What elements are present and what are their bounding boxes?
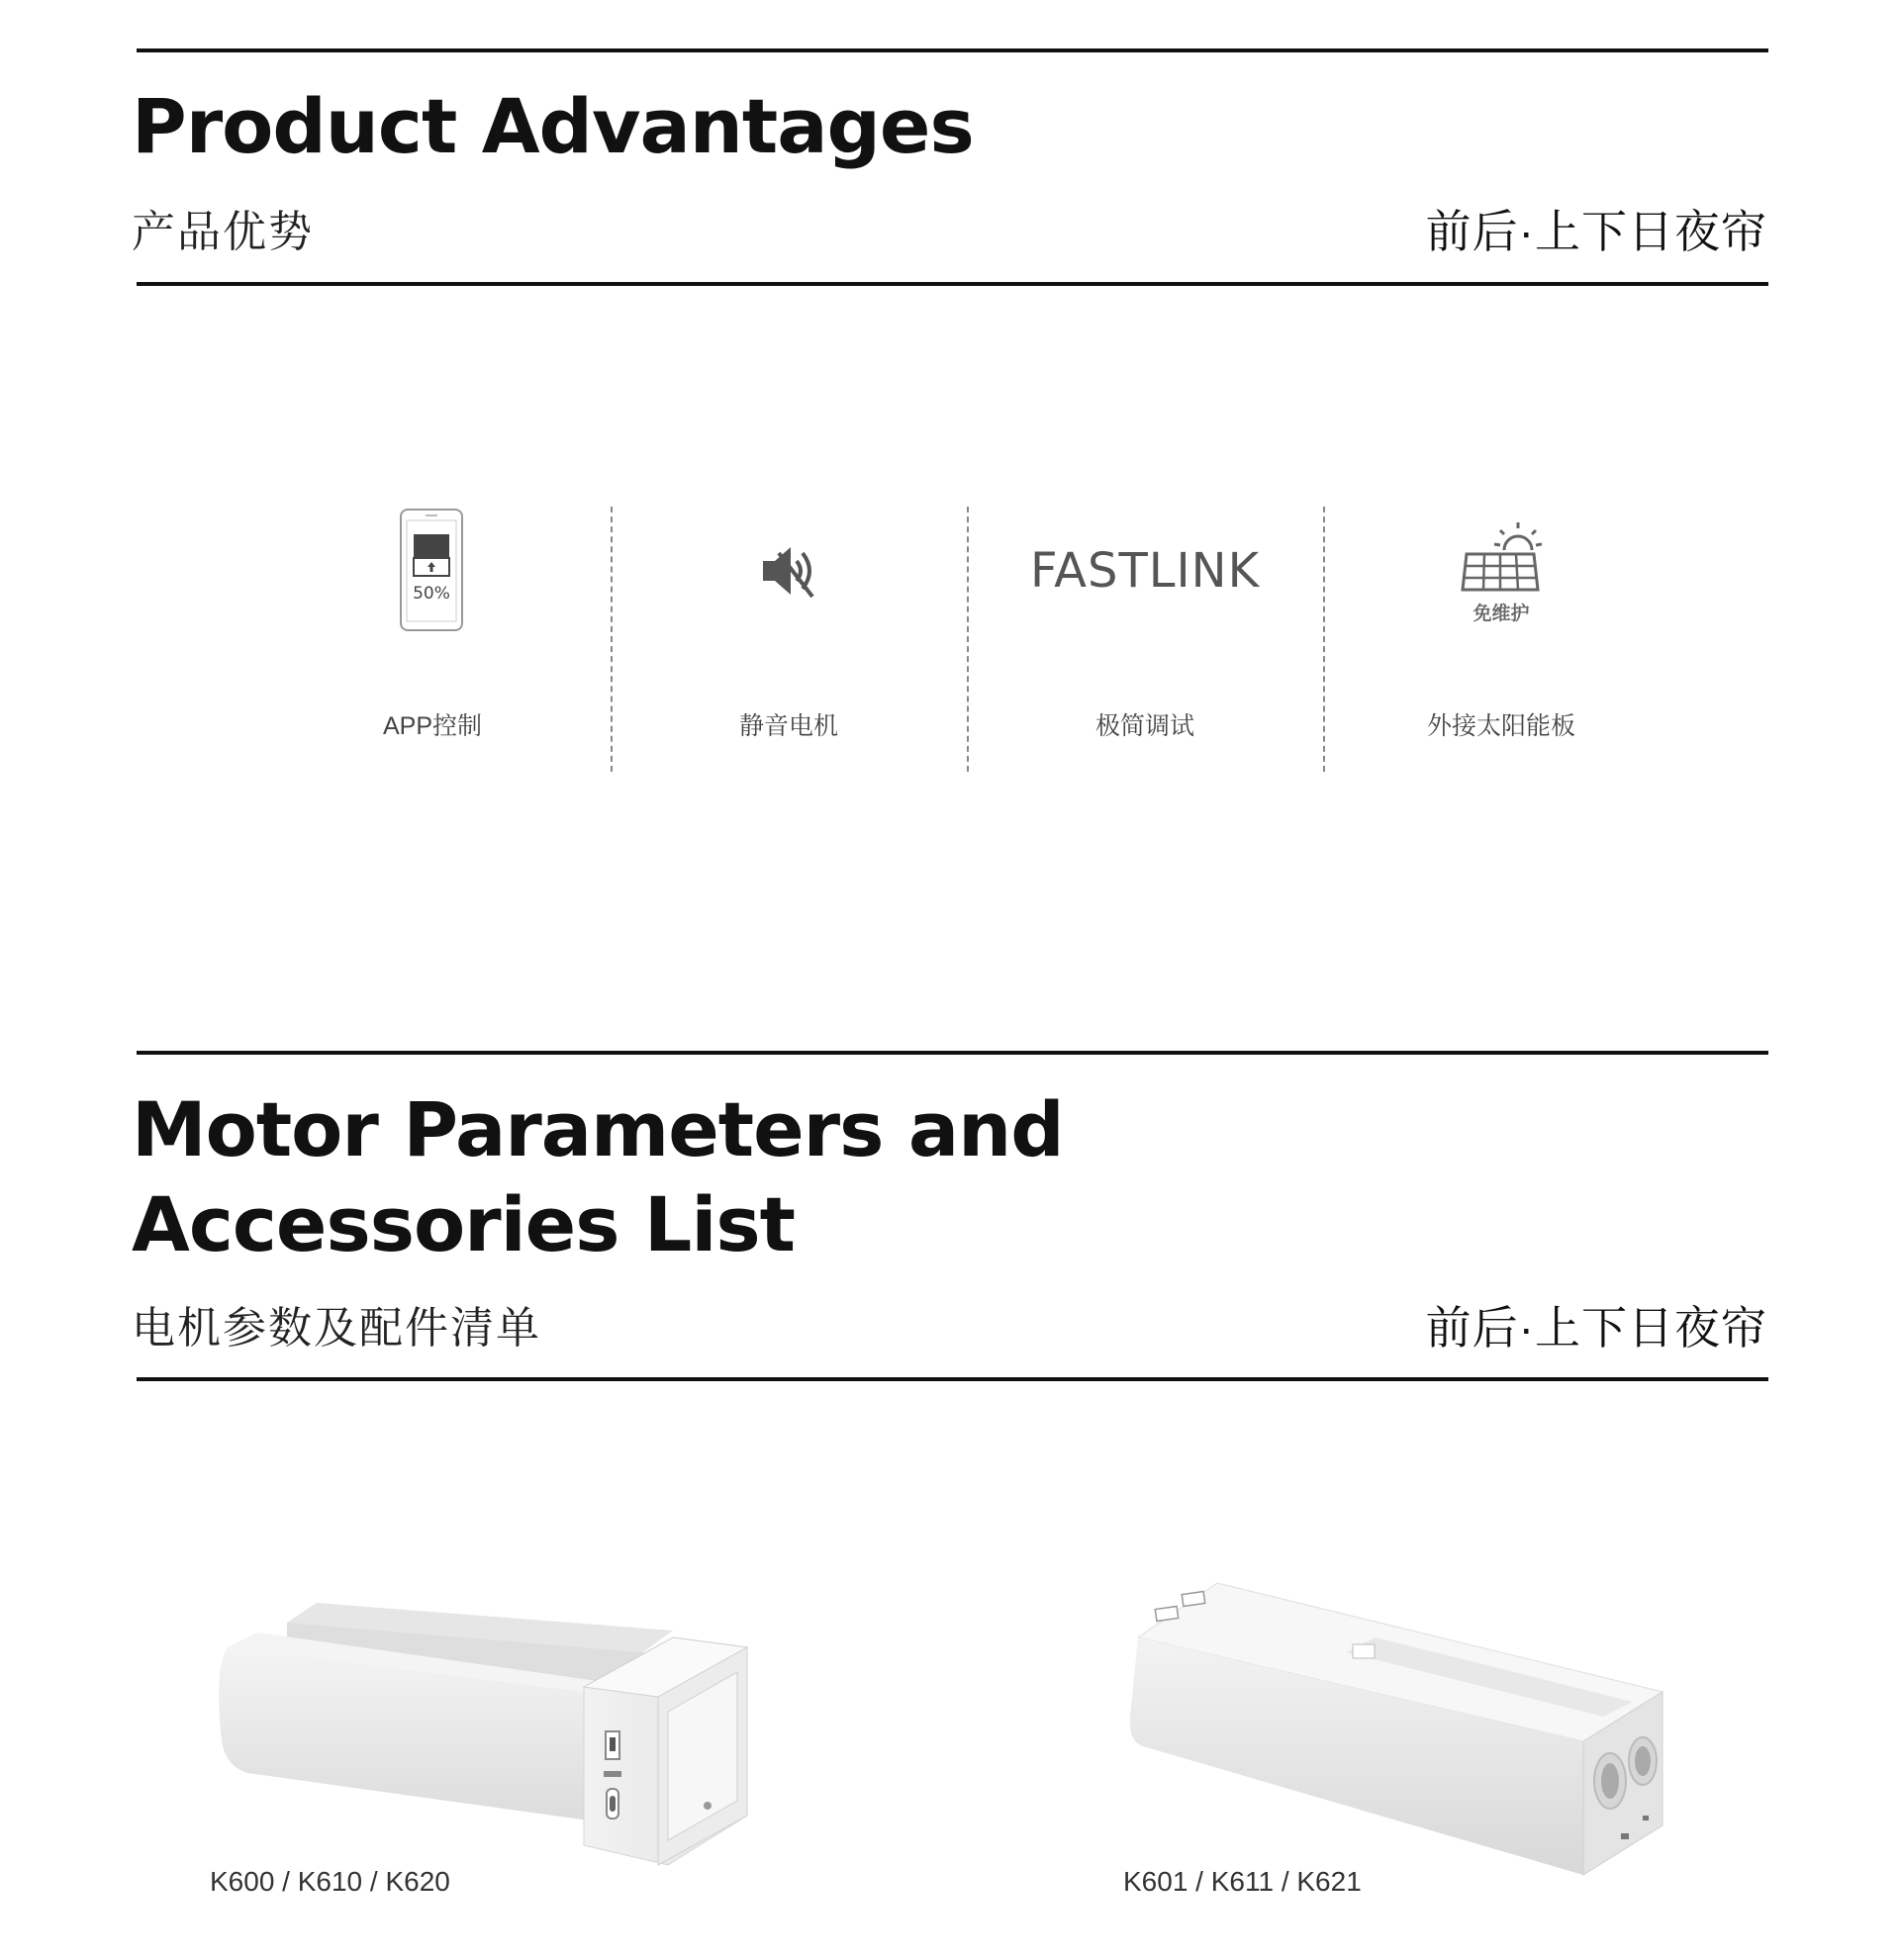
section-rule bbox=[137, 282, 1768, 286]
section2-subtitle: 电机参数及配件清单 bbox=[132, 1304, 541, 1353]
product-model-label: K600 / K610 / K620 bbox=[210, 1866, 450, 1897]
section2-bottom-rule bbox=[137, 1377, 1768, 1381]
speaker-mute-icon bbox=[757, 539, 820, 603]
motor-battery-image bbox=[208, 1593, 762, 1880]
section-subtitle: 产品优势 bbox=[132, 208, 314, 256]
advantage-easy-setup bbox=[967, 507, 1323, 772]
brand-label: 前后·上下日夜帘 bbox=[1425, 206, 1767, 257]
advantage-solar-panel bbox=[1323, 507, 1679, 772]
phone-app-icon bbox=[398, 507, 467, 635]
section2-title-line1: Motor Parameters and bbox=[132, 1085, 1064, 1173]
top-rule bbox=[137, 48, 1768, 52]
phone-percent-text: 50% bbox=[413, 584, 450, 604]
product-card-1 bbox=[208, 1593, 762, 1919]
section2-top-rule bbox=[137, 1051, 1768, 1055]
section-title: Product Advantages bbox=[132, 82, 974, 170]
advantage-app-control bbox=[254, 507, 611, 772]
advantage-silent-motor bbox=[611, 507, 967, 772]
product-model-label: K601 / K611 / K621 bbox=[1123, 1866, 1362, 1897]
fastlink-logo: FASTLINK bbox=[1029, 543, 1261, 599]
motor-battery-image bbox=[1118, 1578, 1672, 1885]
advantages-row bbox=[254, 507, 1682, 772]
section2-brand-label: 前后·上下日夜帘 bbox=[1425, 1302, 1767, 1353]
advantage-label: 静音电机 bbox=[738, 712, 838, 740]
advantage-label: APP控制 bbox=[382, 712, 483, 740]
solar-panel-icon bbox=[1457, 516, 1546, 625]
solar-panel-caption: 免维护 bbox=[1472, 603, 1530, 624]
advantage-label: 外接太阳能板 bbox=[1426, 712, 1575, 740]
section2-title-line2: Accessories List bbox=[132, 1180, 795, 1268]
product-card-2 bbox=[1118, 1578, 1672, 1919]
advantage-label: 极简调试 bbox=[1094, 712, 1194, 740]
